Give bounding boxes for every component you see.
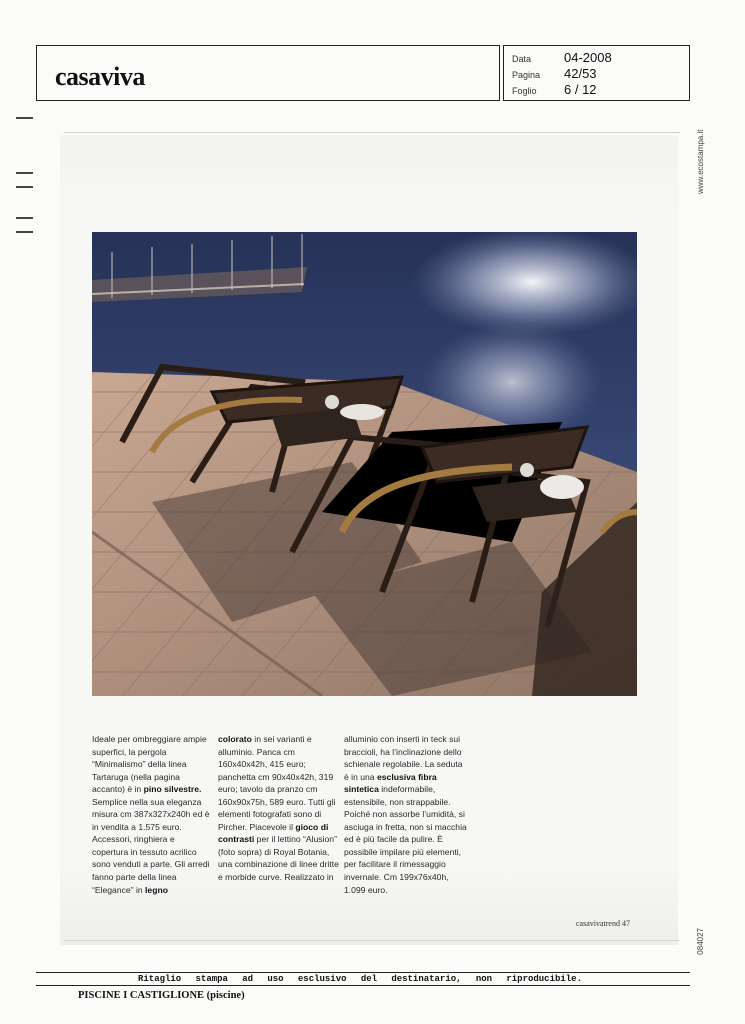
meta-value: 6 / 12 [564, 82, 597, 97]
notice-word: non [475, 974, 493, 984]
article-column-2 [218, 733, 342, 884]
photo-illustration [92, 232, 637, 696]
bold-phrase: colorato [218, 734, 252, 744]
notice-word: riproducibile. [506, 974, 582, 984]
meta-value: 42/53 [564, 66, 597, 81]
margin-tick [16, 186, 33, 188]
bold-phrase: esclusiva fibra sintetica [344, 771, 437, 795]
article-paragraph [92, 733, 212, 896]
text-run: indeformabile, estensibile, non strappabile. Poiché non assorbe l’umidità, si asciuga in fretta, non si macchia ed è più facile da pulire. È possibile impilare più elementi, per facilitare il rimessaggio invernale. Cm 199x76x40h, 1.099 euro. [344, 784, 467, 895]
clipping-meta-box [503, 45, 690, 101]
notice-word: ad [242, 974, 254, 984]
divider [64, 132, 680, 133]
page-folio: casavivatrend 47 [576, 919, 630, 928]
article-column-1 [92, 733, 212, 896]
bold-phrase: legno [145, 884, 168, 895]
client-label: PISCINE I CASTIGLIONE (piscine) [78, 990, 245, 1001]
divider [64, 940, 680, 941]
bold-phrase: gioco di contrasti [218, 821, 329, 845]
masthead-box [36, 45, 500, 101]
text-run: alluminio con inserti in teck sui braccioli, ha l’inclinazione dello schienale regolabile. La seduta è in una [344, 734, 463, 782]
margin-tick [16, 117, 33, 119]
notice-word: Ritaglio [138, 974, 182, 984]
copyright-notice [138, 974, 582, 984]
side-code: 084027 [696, 928, 705, 955]
article-column-3 [344, 733, 468, 896]
lounger-photo [92, 232, 637, 696]
text-run: per il lettino “Alusion” (foto sopra) di Royal Botania, una combinazione di linee dritte e morbide curve. Realizzato in [218, 834, 339, 883]
meta-row-date [512, 50, 689, 66]
notice-word: esclusivo [297, 974, 347, 984]
meta-label: Foglio [512, 86, 537, 96]
margin-tick [16, 231, 33, 233]
text-run: in sei varianti e alluminio. Panca cm 160x40x42h, 415 euro; panchetta cm 90x40x42h, 319 euro; tavolo da pranzo cm 160x90x75h, 589 euro. Tutti gli elementi fotografati sono di Pircher. Piacevole il [218, 734, 336, 832]
text-run: Semplice nella sua eleganza misura cm 387x327x240h ed è in vendita a 1.575 euro. Accessori, ringhiera e copertura in tessuto acrilico sono venduti a parte. Gli arredi fanno parte della linea “Elegance” in [92, 796, 210, 895]
meta-label: Data [512, 54, 532, 64]
notice-word: stampa [195, 974, 228, 984]
margin-tick [16, 172, 33, 174]
article-paragraph [218, 733, 342, 884]
meta-row-page [512, 66, 689, 82]
margin-tick [16, 217, 33, 219]
masthead-logo: casaviva [55, 62, 145, 91]
bold-phrase: pino silvestre. [143, 784, 202, 795]
meta-row-sheet [512, 82, 689, 98]
side-url: www.ecostampa.it [696, 129, 705, 194]
text-run: Ideale per ombreggiare ampie superfici, la pergola “Minimalismo” della linea Tartaruga (nella pagina accanto) è in [92, 734, 207, 795]
meta-label: Pagina [512, 70, 541, 80]
notice-word: uso [267, 974, 284, 984]
meta-value: 04-2008 [564, 50, 612, 65]
article-paragraph [344, 733, 468, 896]
notice-word: destinatario, [391, 974, 462, 984]
notice-word: del [360, 974, 378, 984]
